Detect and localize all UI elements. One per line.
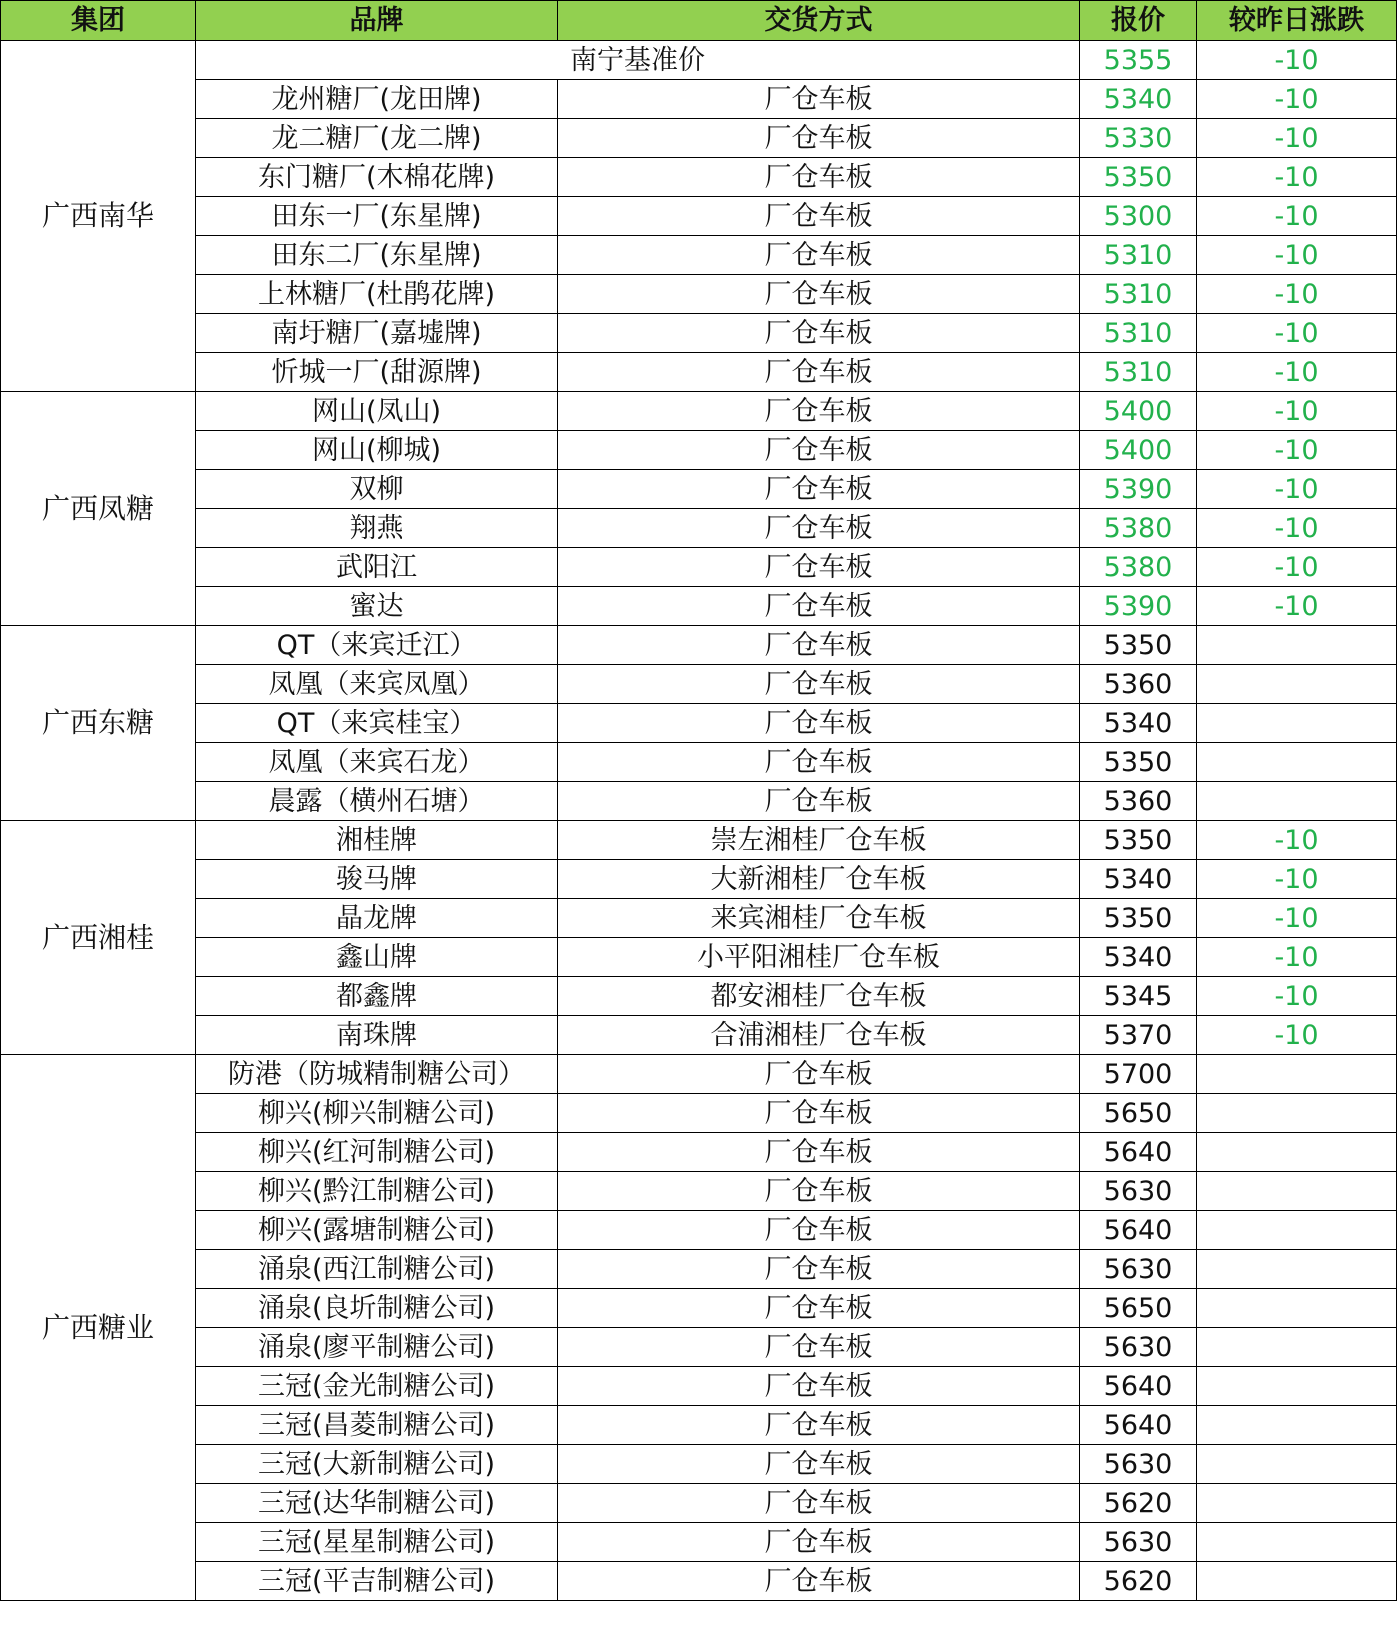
change-cell: -10 [1197,197,1397,236]
brand-cell: 南珠牌 [196,1016,558,1055]
price-cell: 5310 [1080,236,1197,275]
table-row [1,509,1397,548]
brand-cell: 南圩糖厂(嘉墟牌) [196,314,558,353]
header-brand: 品牌 [196,1,558,41]
price-cell: 5340 [1080,80,1197,119]
delivery-cell: 厂仓车板 [558,275,1080,314]
change-cell [1197,743,1397,782]
delivery-cell: 厂仓车板 [558,1289,1080,1328]
table-row [1,548,1397,587]
benchmark-cell: 南宁基准价 [196,41,1080,80]
price-cell: 5360 [1080,782,1197,821]
delivery-cell: 厂仓车板 [558,80,1080,119]
delivery-cell: 厂仓车板 [558,197,1080,236]
delivery-cell: 崇左湘桂厂仓车板 [558,821,1080,860]
brand-cell: 网山(柳城) [196,431,558,470]
brand-cell: 上林糖厂(杜鹃花牌) [196,275,558,314]
price-cell: 5300 [1080,197,1197,236]
price-cell: 5340 [1080,938,1197,977]
header-change: 较昨日涨跌 [1197,1,1397,41]
table-row [1,314,1397,353]
table-row [1,704,1397,743]
brand-cell: 田东一厂(东星牌) [196,197,558,236]
table-row [1,626,1397,665]
table-row [1,275,1397,314]
change-cell [1197,626,1397,665]
brand-cell: QT（来宾桂宝） [196,704,558,743]
delivery-cell: 厂仓车板 [558,626,1080,665]
change-cell [1197,782,1397,821]
table-row [1,1250,1397,1289]
table-row [1,977,1397,1016]
price-cell: 5380 [1080,509,1197,548]
table-row [1,1562,1397,1601]
table-row [1,1445,1397,1484]
group-cell: 广西糖业 [1,1055,196,1601]
price-cell: 5350 [1080,158,1197,197]
change-cell: -10 [1197,899,1397,938]
change-cell [1197,1133,1397,1172]
brand-cell: 翔燕 [196,509,558,548]
price-cell: 5350 [1080,899,1197,938]
table-row [1,1133,1397,1172]
brand-cell: 东门糖厂(木棉花牌) [196,158,558,197]
table-row [1,860,1397,899]
change-cell: -10 [1197,392,1397,431]
delivery-cell: 厂仓车板 [558,470,1080,509]
table-row [1,1484,1397,1523]
brand-cell: QT（来宾迁江） [196,626,558,665]
change-cell: -10 [1197,431,1397,470]
price-cell: 5390 [1080,587,1197,626]
brand-cell: 晨露（横州石塘） [196,782,558,821]
price-cell: 5350 [1080,626,1197,665]
price-cell: 5640 [1080,1367,1197,1406]
table-row [1,236,1397,275]
header-delivery: 交货方式 [558,1,1080,41]
change-cell: -10 [1197,977,1397,1016]
header-price: 报价 [1080,1,1197,41]
brand-cell: 防港（防城精制糖公司） [196,1055,558,1094]
delivery-cell: 厂仓车板 [558,236,1080,275]
brand-cell: 武阳江 [196,548,558,587]
price-cell: 5640 [1080,1406,1197,1445]
table-row [1,1367,1397,1406]
delivery-cell: 厂仓车板 [558,119,1080,158]
delivery-cell: 厂仓车板 [558,1562,1080,1601]
brand-cell: 忻城一厂(甜源牌) [196,353,558,392]
brand-cell: 涌泉(西江制糖公司) [196,1250,558,1289]
delivery-cell: 厂仓车板 [558,548,1080,587]
change-cell: -10 [1197,275,1397,314]
change-cell [1197,1289,1397,1328]
delivery-cell: 厂仓车板 [558,353,1080,392]
price-cell: 5640 [1080,1133,1197,1172]
change-cell [1197,1484,1397,1523]
change-cell: -10 [1197,548,1397,587]
brand-cell: 三冠(达华制糖公司) [196,1484,558,1523]
group-cell: 广西东糖 [1,626,196,821]
table-row [1,782,1397,821]
table-row [1,80,1397,119]
table-row [1,470,1397,509]
table-row [1,1172,1397,1211]
price-cell: 5360 [1080,665,1197,704]
change-cell [1197,1367,1397,1406]
brand-cell: 湘桂牌 [196,821,558,860]
brand-cell: 凤凰（来宾凤凰） [196,665,558,704]
price-cell: 5400 [1080,431,1197,470]
brand-cell: 晶龙牌 [196,899,558,938]
brand-cell: 涌泉(良圻制糖公司) [196,1289,558,1328]
brand-cell: 龙二糖厂(龙二牌) [196,119,558,158]
change-cell [1197,704,1397,743]
delivery-cell: 厂仓车板 [558,509,1080,548]
change-cell: -10 [1197,41,1397,80]
change-cell: -10 [1197,353,1397,392]
price-cell: 5630 [1080,1523,1197,1562]
table-row [1,1055,1397,1094]
price-cell: 5390 [1080,470,1197,509]
brand-cell: 三冠(金光制糖公司) [196,1367,558,1406]
table-row [1,743,1397,782]
delivery-cell: 小平阳湘桂厂仓车板 [558,938,1080,977]
change-cell [1197,1328,1397,1367]
brand-cell: 田东二厂(东星牌) [196,236,558,275]
table-row [1,587,1397,626]
change-cell: -10 [1197,509,1397,548]
table-row [1,1523,1397,1562]
change-cell: -10 [1197,236,1397,275]
brand-cell: 凤凰（来宾石龙） [196,743,558,782]
price-cell: 5630 [1080,1172,1197,1211]
delivery-cell: 厂仓车板 [558,158,1080,197]
price-cell: 5650 [1080,1094,1197,1133]
brand-cell: 龙州糖厂(龙田牌) [196,80,558,119]
price-cell: 5650 [1080,1289,1197,1328]
price-cell: 5640 [1080,1211,1197,1250]
price-cell: 5400 [1080,392,1197,431]
change-cell: -10 [1197,587,1397,626]
brand-cell: 柳兴(柳兴制糖公司) [196,1094,558,1133]
price-cell: 5340 [1080,704,1197,743]
brand-cell: 涌泉(廖平制糖公司) [196,1328,558,1367]
delivery-cell: 厂仓车板 [558,1055,1080,1094]
table-row [1,665,1397,704]
price-cell: 5630 [1080,1250,1197,1289]
brand-cell: 蜜达 [196,587,558,626]
header-group: 集团 [1,1,196,41]
delivery-cell: 厂仓车板 [558,1406,1080,1445]
change-cell: -10 [1197,860,1397,899]
delivery-cell: 来宾湘桂厂仓车板 [558,899,1080,938]
change-cell [1197,1055,1397,1094]
change-cell: -10 [1197,80,1397,119]
brand-cell: 柳兴(露塘制糖公司) [196,1211,558,1250]
change-cell [1197,665,1397,704]
delivery-cell: 厂仓车板 [558,392,1080,431]
delivery-cell: 厂仓车板 [558,431,1080,470]
delivery-cell: 厂仓车板 [558,314,1080,353]
brand-cell: 双柳 [196,470,558,509]
table-row [1,197,1397,236]
price-cell: 5310 [1080,353,1197,392]
group-cell: 广西南华 [1,41,196,392]
table-row [1,1016,1397,1055]
delivery-cell: 厂仓车板 [558,1133,1080,1172]
change-cell [1197,1406,1397,1445]
price-cell: 5620 [1080,1484,1197,1523]
table-row [1,119,1397,158]
change-cell [1197,1523,1397,1562]
table-row [1,1211,1397,1250]
change-cell: -10 [1197,821,1397,860]
change-cell [1197,1562,1397,1601]
table-row [1,899,1397,938]
brand-cell: 都鑫牌 [196,977,558,1016]
delivery-cell: 厂仓车板 [558,1484,1080,1523]
change-cell: -10 [1197,1016,1397,1055]
brand-cell: 三冠(大新制糖公司) [196,1445,558,1484]
delivery-cell: 厂仓车板 [558,1523,1080,1562]
brand-cell: 骏马牌 [196,860,558,899]
delivery-cell: 厂仓车板 [558,1211,1080,1250]
brand-cell: 柳兴(黔江制糖公司) [196,1172,558,1211]
price-cell: 5620 [1080,1562,1197,1601]
table-header [1,1,1397,41]
table-row [1,158,1397,197]
delivery-cell: 都安湘桂厂仓车板 [558,977,1080,1016]
group-cell: 广西凤糖 [1,392,196,626]
table-row [1,1406,1397,1445]
table-row [1,41,1397,80]
change-cell [1197,1250,1397,1289]
price-cell: 5630 [1080,1328,1197,1367]
delivery-cell: 厂仓车板 [558,1250,1080,1289]
delivery-cell: 厂仓车板 [558,1367,1080,1406]
change-cell: -10 [1197,470,1397,509]
change-cell [1197,1445,1397,1484]
group-cell: 广西湘桂 [1,821,196,1055]
change-cell: -10 [1197,158,1397,197]
change-cell [1197,1211,1397,1250]
delivery-cell: 厂仓车板 [558,1094,1080,1133]
delivery-cell: 厂仓车板 [558,704,1080,743]
table-row [1,392,1397,431]
table-row [1,938,1397,977]
change-cell [1197,1094,1397,1133]
change-cell: -10 [1197,314,1397,353]
table-row [1,431,1397,470]
table-row [1,1094,1397,1133]
brand-cell: 柳兴(红河制糖公司) [196,1133,558,1172]
change-cell: -10 [1197,938,1397,977]
delivery-cell: 厂仓车板 [558,587,1080,626]
price-cell: 5630 [1080,1445,1197,1484]
price-cell: 5350 [1080,743,1197,782]
price-cell: 5370 [1080,1016,1197,1055]
table-row [1,821,1397,860]
delivery-cell: 厂仓车板 [558,665,1080,704]
table-row [1,1328,1397,1367]
table-row [1,353,1397,392]
price-cell: 5330 [1080,119,1197,158]
delivery-cell: 厂仓车板 [558,1172,1080,1211]
price-cell: 5380 [1080,548,1197,587]
price-cell: 5350 [1080,821,1197,860]
price-cell: 5340 [1080,860,1197,899]
price-cell: 5310 [1080,275,1197,314]
delivery-cell: 厂仓车板 [558,1328,1080,1367]
delivery-cell: 合浦湘桂厂仓车板 [558,1016,1080,1055]
brand-cell: 鑫山牌 [196,938,558,977]
price-cell: 5355 [1080,41,1197,80]
table-body [1,41,1397,1601]
table-row [1,1289,1397,1328]
delivery-cell: 厂仓车板 [558,782,1080,821]
price-cell: 5700 [1080,1055,1197,1094]
delivery-cell: 厂仓车板 [558,743,1080,782]
brand-cell: 三冠(平吉制糖公司) [196,1562,558,1601]
brand-cell: 三冠(昌菱制糖公司) [196,1406,558,1445]
delivery-cell: 大新湘桂厂仓车板 [558,860,1080,899]
brand-cell: 网山(凤山) [196,392,558,431]
change-cell [1197,1172,1397,1211]
price-cell: 5310 [1080,314,1197,353]
price-cell: 5345 [1080,977,1197,1016]
brand-cell: 三冠(星星制糖公司) [196,1523,558,1562]
header-row [1,1,1397,41]
delivery-cell: 厂仓车板 [558,1445,1080,1484]
change-cell: -10 [1197,119,1397,158]
